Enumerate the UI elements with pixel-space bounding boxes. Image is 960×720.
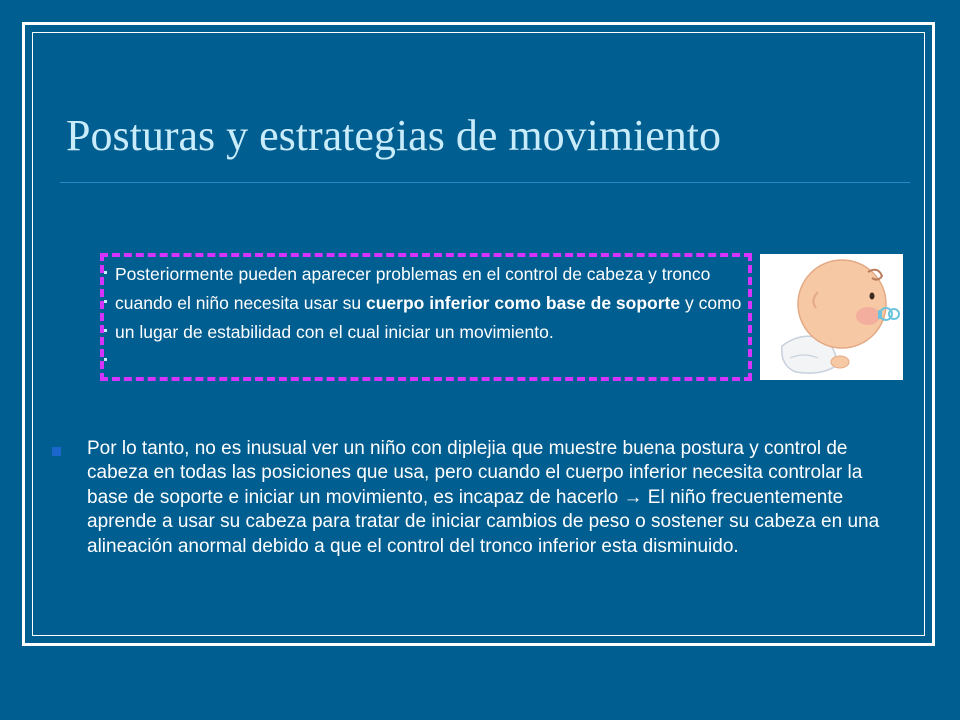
callout-text-end: y como un lugar de estabilidad con el cual iniciar un movimiento. xyxy=(115,293,742,342)
baby-illustration xyxy=(760,254,903,380)
body-paragraph xyxy=(87,437,887,559)
callout-text-bold: cuerpo inferior como base de soporte xyxy=(366,293,681,313)
right-arrow-icon: → xyxy=(623,486,643,508)
crawling-baby-icon xyxy=(760,254,903,380)
callout-bullet-markers xyxy=(104,262,114,378)
callout-text xyxy=(115,260,745,347)
body-text-start: Por lo tanto, no es inusual ver un niño con diplejia que muestre buena postura y control de cabeza en todas las posiciones que usa, pero cuando el cuerpo inferior necesita controlar la base de soporte e iniciar un movimiento, es incapaz de hacerlo xyxy=(87,438,863,508)
slide-title: Posturas y estrategias de movimiento xyxy=(66,111,721,160)
title-divider xyxy=(60,182,910,183)
body-bullet-marker xyxy=(52,447,61,456)
body-text-end: El niño frecuentemente aprende a usar su cabeza para tratar de iniciar cambios de peso o sostener su cabeza en una alineación anormal debido a que el control del tronco inferior esta disminuido. xyxy=(87,486,880,557)
callout-text-start: Posteriormente pueden aparecer problemas en el control de cabeza y tronco cuando el niño necesita usar su xyxy=(115,264,711,313)
